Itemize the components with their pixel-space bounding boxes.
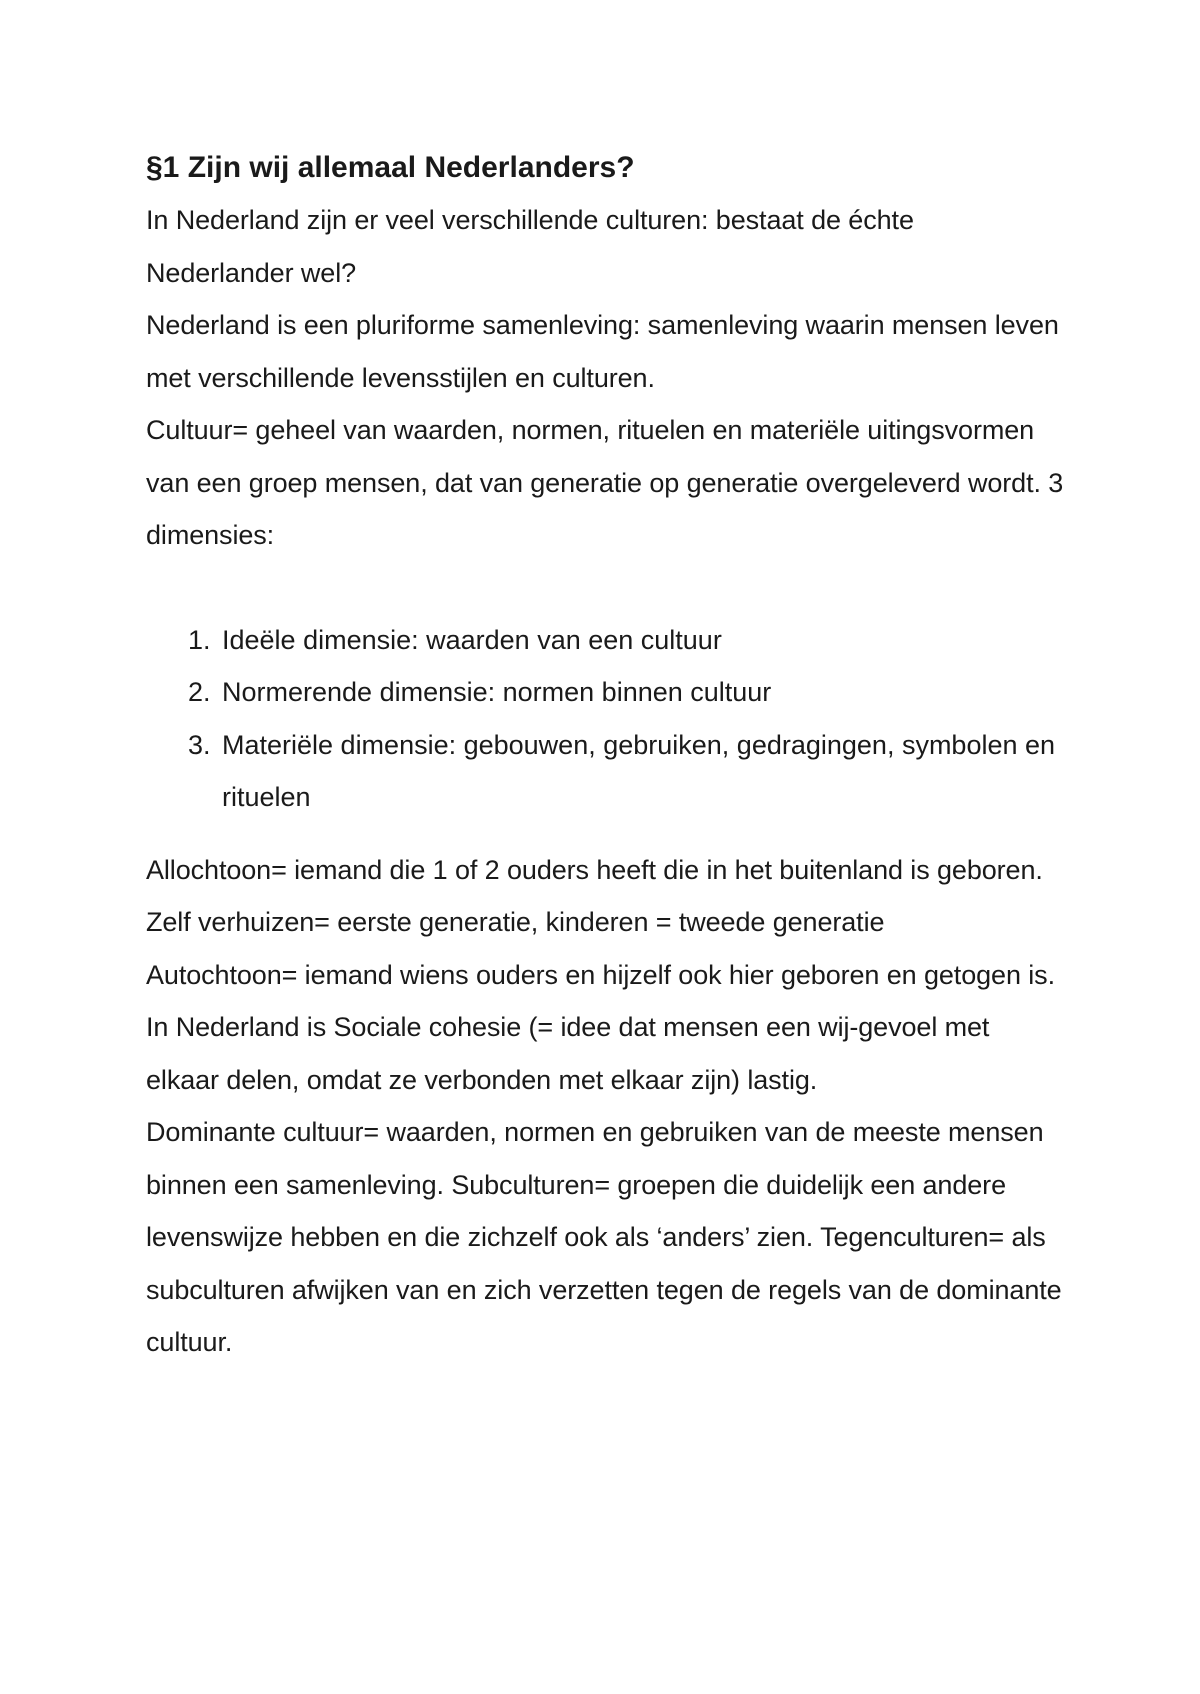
paragraph-intro-3: Cultuur= geheel van waarden, normen, rituelen en materiële uitingsvormen van een groep mensen, dat van generatie op generatie overgeleverd wordt. 3 dimensies: <box>146 415 1064 550</box>
list-item: 1. Ideële dimensie: waarden van een cultuur <box>218 614 1066 667</box>
blank-line <box>146 562 1066 614</box>
list-item: 3. Materiële dimensie: gebouwen, gebruiken, gedragingen, symbolen en rituelen <box>218 719 1066 824</box>
paragraph-dominante-cultuur: Dominante cultuur= waarden, normen en gebruiken van de meeste mensen binnen een samenleving. Subculturen= groepen die duidelijk een andere levenswijze hebben en die zichzelf ook als ‘anders’ zien. Tegenculturen= als subculturen afwijken van en zich verzetten tegen de regels van de dominante cultuur. <box>146 1117 1062 1357</box>
paragraph-intro-2: Nederland is een pluriforme samenleving: samenleving waarin mensen leven met verschillende levensstijlen en culturen. <box>146 310 1059 393</box>
dimensions-list <box>146 614 1066 824</box>
document-content <box>146 146 1066 1369</box>
section-heading: §1 Zijn wij allemaal Nederlanders? <box>146 151 635 184</box>
paragraph-allochtoon: Allochtoon= iemand die 1 of 2 ouders heeft die in het buitenland is geboren. Zelf verhuizen= eerste generatie, kinderen = tweede generatie <box>146 854 1043 937</box>
paragraph-autochtoon: Autochtoon= iemand wiens ouders en hijzelf ook hier geboren en getogen is. <box>146 959 1055 990</box>
paragraph-intro-1: In Nederland zijn er veel verschillende culturen: bestaat de échte Nederlander wel? <box>146 205 914 288</box>
paragraph-sociale-cohesie: In Nederland is Sociale cohesie (= idee dat mensen een wij-gevoel met elkaar delen, omdat ze verbonden met elkaar zijn) lastig. <box>146 1012 990 1095</box>
list-item: 2. Normerende dimensie: normen binnen cultuur <box>218 666 1066 719</box>
